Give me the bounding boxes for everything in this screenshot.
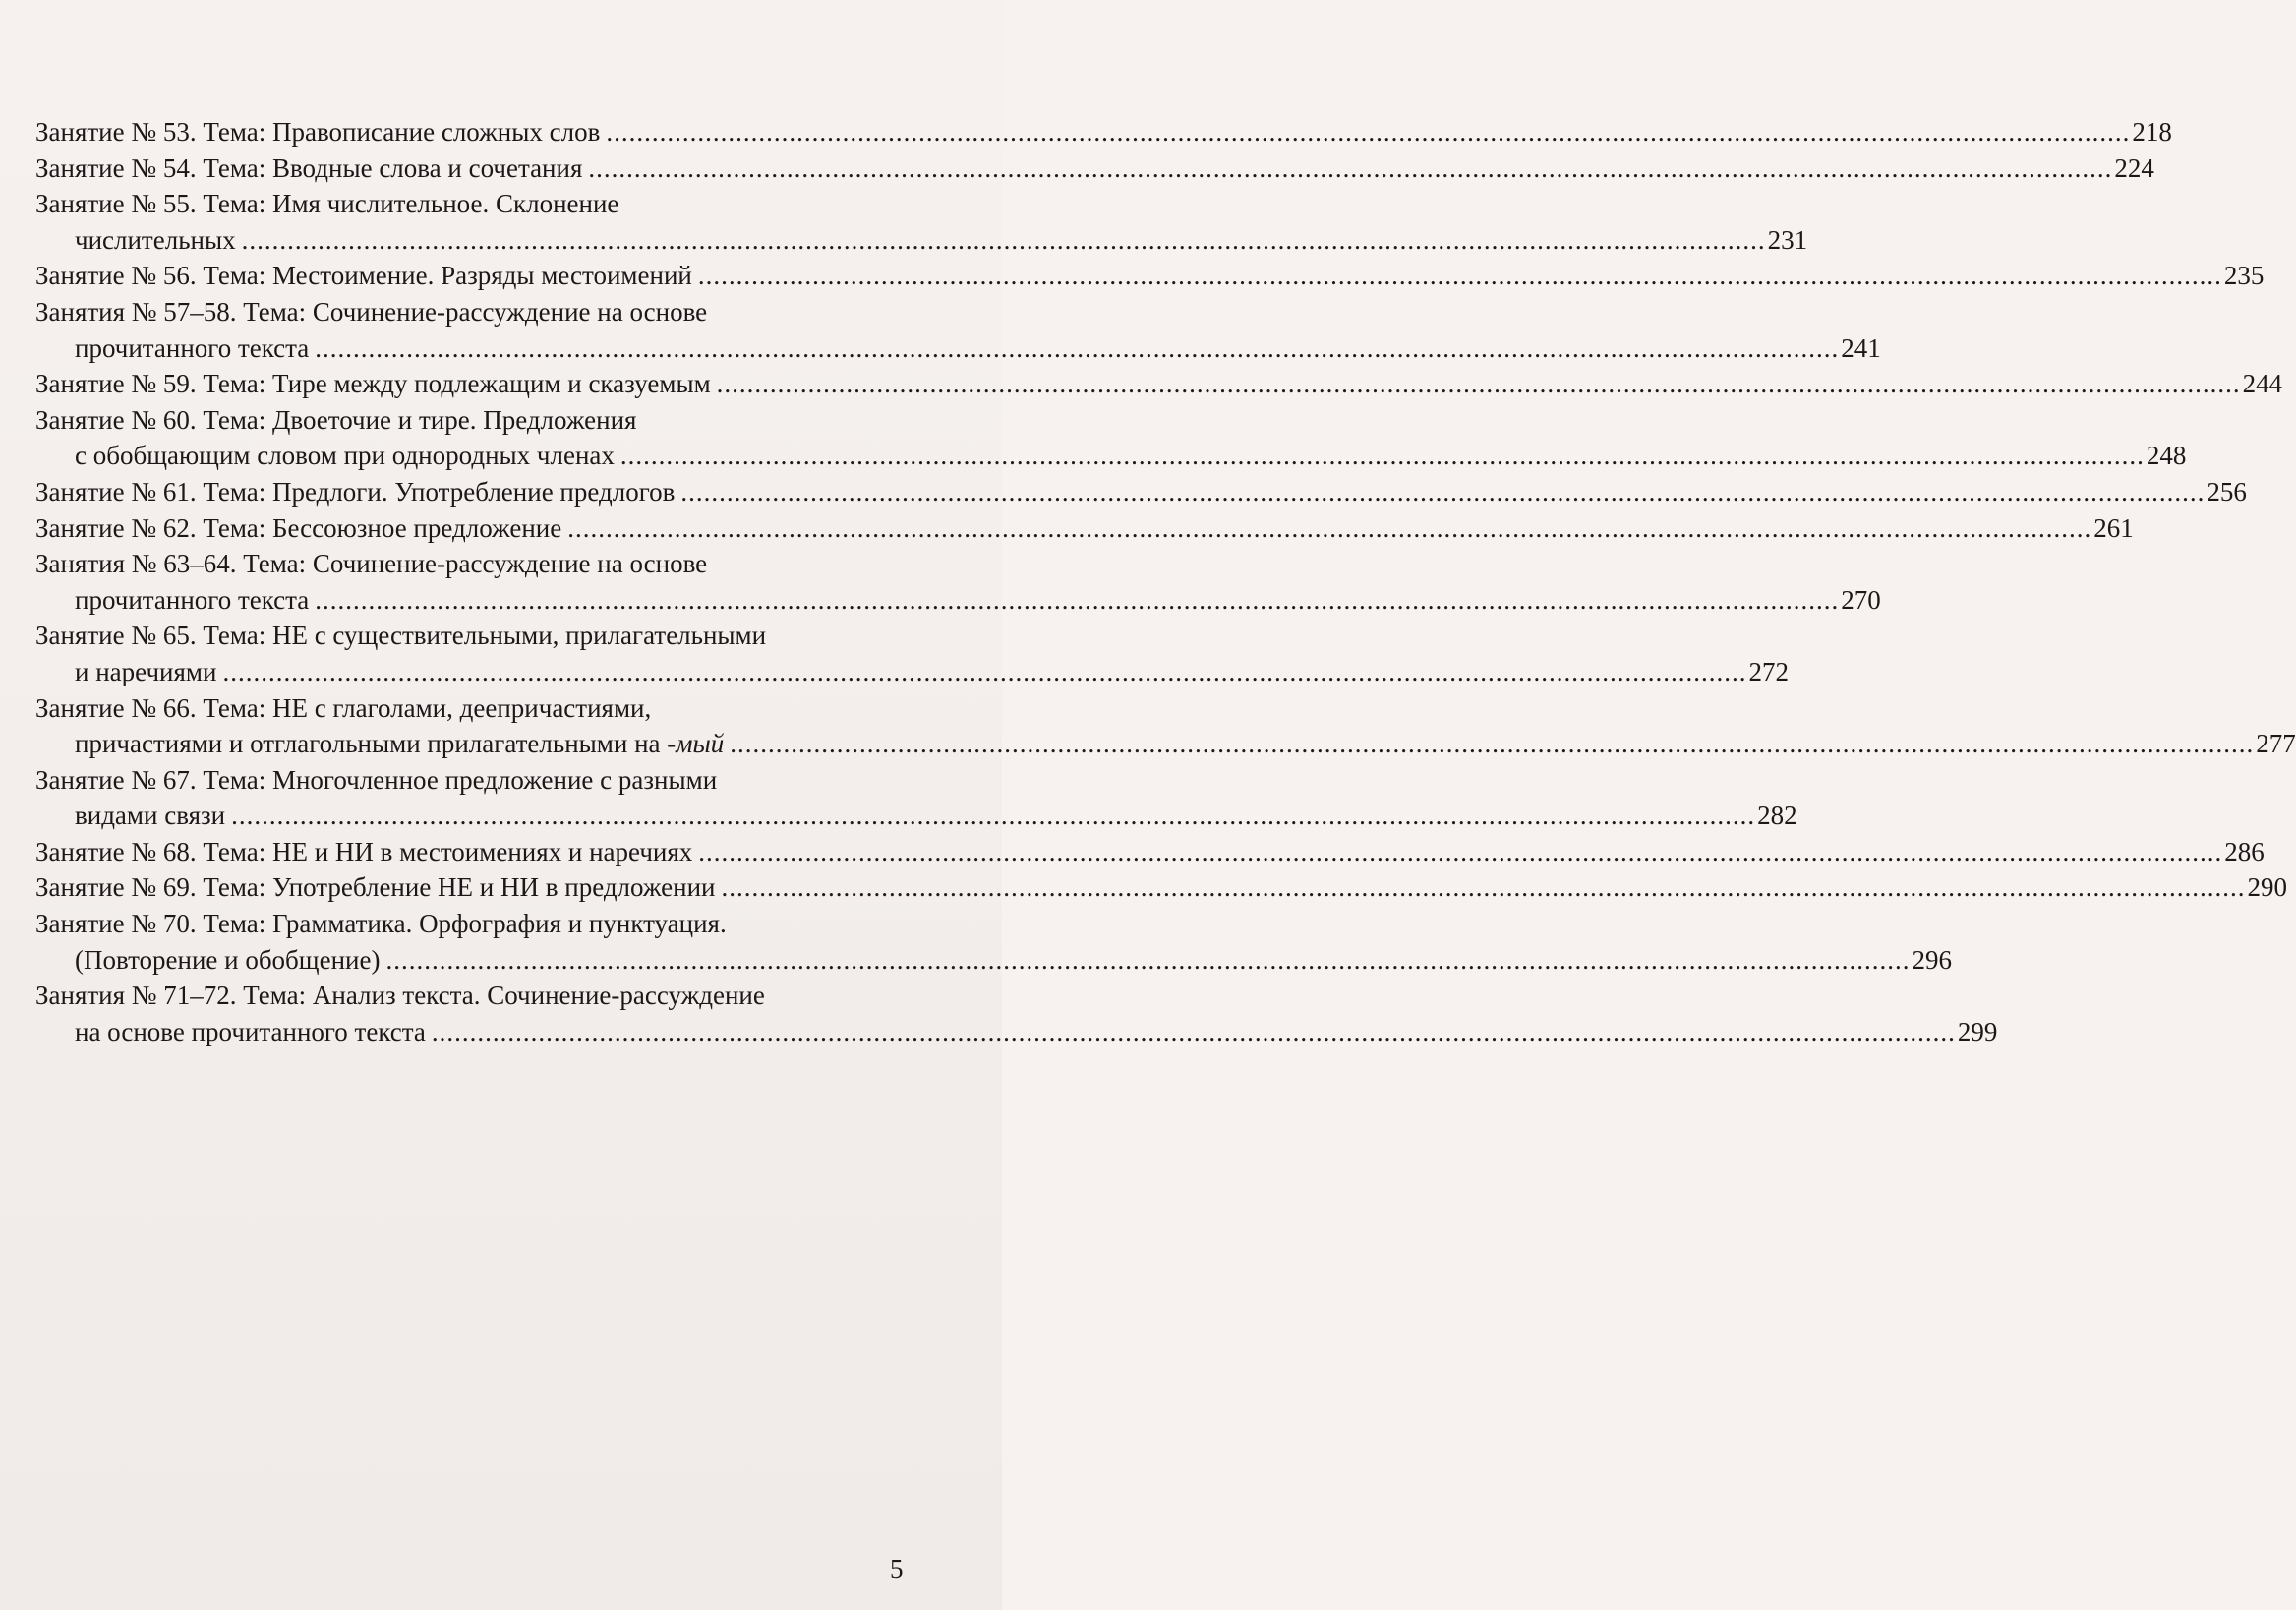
toc-entry-title: на основе прочитанного текста — [75, 1016, 426, 1046]
toc-entry — [35, 366, 2283, 402]
toc-entry — [35, 114, 2172, 150]
toc-entry-page: 256 — [2207, 476, 2247, 507]
toc-entry — [35, 690, 2296, 762]
dot-leader: ........................................................................................................................................................................................................ — [315, 332, 1840, 363]
toc-entry-italic-suffix: -мый — [667, 729, 725, 759]
toc-entry-title: Занятие № 60. Тема: Двоеточие и тире. Предложения — [35, 404, 637, 435]
dot-leader: ........................................................................................................................................................................................................ — [619, 441, 2145, 471]
toc-entry-page: 235 — [2223, 261, 2265, 291]
toc-entry — [35, 834, 2265, 870]
toc-entry-page: 299 — [1957, 1016, 1998, 1046]
toc-entry — [35, 618, 1789, 689]
dot-leader: ........................................................................................................................................................................................................ — [231, 801, 1756, 831]
toc-entry-continuation-line — [35, 654, 1789, 690]
toc-entry-continuation-line — [35, 942, 1952, 979]
dot-leader: ........................................................................................................................................................................................................ — [315, 584, 1840, 615]
toc-entry-title-line — [35, 978, 909, 1014]
dot-leader: ........................................................................................................................................................................................................ — [606, 117, 2131, 147]
toc-entry-title-line — [35, 618, 909, 654]
toc-entry-title-line — [35, 690, 909, 727]
toc-entry-title: числительных — [75, 224, 236, 255]
toc-entry-continuation-line — [35, 726, 2296, 762]
toc-entry — [35, 978, 1998, 1049]
table-of-contents — [35, 114, 2296, 1049]
toc-entry-title-line — [35, 762, 909, 799]
toc-entry-page: 282 — [1757, 801, 1797, 831]
dot-leader: ........................................................................................................................................................................................................ — [567, 512, 2092, 543]
toc-entry — [35, 762, 1797, 834]
toc-entry-title: Занятие № 54. Тема: Вводные слова и сочетания — [35, 152, 583, 183]
toc-entry — [35, 258, 2265, 294]
toc-entry-page: 248 — [2146, 441, 2187, 471]
toc-entry — [35, 906, 1952, 978]
toc-entry-title-line — [35, 546, 909, 582]
toc-entry-page: 224 — [2114, 152, 2154, 183]
toc-entry-title: Занятие № 67. Тема: Многочленное предложение с разными — [35, 764, 718, 795]
dot-leader: ........................................................................................................................................................................................................ — [730, 729, 2255, 759]
toc-entry-page: 261 — [2093, 512, 2134, 543]
toc-entry — [35, 402, 2187, 474]
dot-leader: ........................................................................................................................................................................................................ — [716, 369, 2241, 399]
toc-entry-title-line — [35, 402, 909, 439]
dot-leader: ........................................................................................................................................................................................................ — [222, 656, 1747, 686]
dot-leader: ........................................................................................................................................................................................................ — [588, 152, 2113, 183]
toc-entry-title-line — [35, 510, 2134, 547]
page-number: 5 — [890, 1554, 904, 1583]
toc-entry-title: прочитанного текста — [75, 332, 310, 363]
toc-entry-title-line — [35, 258, 2265, 294]
toc-entry-title: (Повторение и обобщение) — [75, 944, 381, 975]
toc-entry-page: 241 — [1841, 332, 1881, 363]
toc-entry-page: 244 — [2242, 369, 2283, 399]
toc-entry-page: 296 — [1912, 944, 1952, 975]
toc-entry-title: прочитанного текста — [75, 584, 310, 615]
toc-entry-page: 277 — [2256, 729, 2296, 759]
toc-entry — [35, 150, 2154, 187]
toc-entry-continuation-line — [35, 1014, 1998, 1050]
toc-entry-title: Занятие № 56. Тема: Местоимение. Разряды местоимений — [35, 261, 692, 291]
dot-leader: ........................................................................................................................................................................................................ — [697, 261, 2222, 291]
toc-entry-page: 286 — [2224, 836, 2265, 866]
toc-entry-title: Занятие № 69. Тема: Употребление НЕ и НИ в предложении — [35, 872, 716, 903]
toc-entry-title-line — [35, 474, 2247, 510]
toc-entry-title-line — [35, 834, 2265, 870]
toc-entry-title: Занятие № 68. Тема: НЕ и НИ в местоимениях и наречиях — [35, 836, 693, 866]
toc-entry-title: Занятие № 66. Тема: НЕ с глаголами, деепричастиями, — [35, 692, 652, 723]
toc-entry-title: причастиями и отглагольными прилагательными на — [75, 729, 661, 759]
toc-entry-title: Занятия № 71–72. Тема: Анализ текста. Сочинение-рассуждение — [35, 981, 765, 1011]
toc-entry-title: видами связи — [75, 801, 226, 831]
toc-entry-title: Занятие № 62. Тема: Бессоюзное предложение — [35, 512, 562, 543]
dot-leader: ........................................................................................................................................................................................................ — [698, 836, 2223, 866]
toc-entry-title-line — [35, 869, 2287, 906]
toc-entry-title-line — [35, 150, 2154, 187]
toc-entry-title: Занятия № 57–58. Тема: Сочинение-рассуждение на основе — [35, 296, 708, 327]
toc-entry-continuation-line — [35, 222, 1808, 259]
toc-entry — [35, 294, 1881, 366]
toc-entry-page: 218 — [2132, 117, 2172, 147]
toc-entry-title: Занятие № 59. Тема: Тире между подлежащим и сказуемым — [35, 369, 711, 399]
toc-entry — [35, 869, 2287, 906]
toc-entry-title: Занятие № 65. Тема: НЕ с существительными, прилагательными — [35, 621, 767, 651]
toc-entry-title: Занятие № 61. Тема: Предлоги. Употребление предлогов — [35, 476, 676, 507]
toc-entry-title: Занятие № 70. Тема: Грамматика. Орфография и пунктуация. — [35, 909, 727, 939]
toc-entry-title-line — [35, 294, 909, 330]
toc-entry — [35, 546, 1881, 618]
dot-leader: ........................................................................................................................................................................................................ — [721, 872, 2246, 903]
toc-entry-page: 290 — [2247, 872, 2287, 903]
toc-entry-page: 272 — [1748, 656, 1789, 686]
dot-leader: ........................................................................................................................................................................................................ — [241, 224, 1766, 255]
dot-leader: ........................................................................................................................................................................................................ — [385, 944, 1911, 975]
toc-entry-title-line — [35, 906, 909, 942]
toc-entry-title: Занятие № 53. Тема: Правописание сложных слов — [35, 117, 601, 147]
toc-entry-continuation-line — [35, 582, 1881, 619]
toc-entry-continuation-line — [35, 438, 2187, 474]
toc-entry — [35, 510, 2134, 547]
toc-entry-page: 231 — [1767, 224, 1808, 255]
toc-entry-title-line — [35, 186, 909, 222]
toc-entry — [35, 474, 2247, 510]
toc-entry — [35, 186, 1808, 258]
toc-entry-title-line — [35, 114, 2172, 150]
toc-entry-title: с обобщающим словом при однородных членах — [75, 441, 615, 471]
toc-entry-title: Занятие № 55. Тема: Имя числительное. Склонение — [35, 189, 619, 219]
toc-entry-title-line — [35, 366, 2283, 402]
toc-entry-page: 270 — [1841, 584, 1881, 615]
toc-entry-title: и наречиями — [75, 656, 217, 686]
toc-entry-continuation-line — [35, 330, 1881, 367]
toc-entry-title: Занятия № 63–64. Тема: Сочинение-рассуждение на основе — [35, 549, 708, 579]
toc-entry-continuation-line — [35, 798, 1797, 834]
dot-leader: ........................................................................................................................................................................................................ — [680, 476, 2206, 507]
dot-leader: ........................................................................................................................................................................................................ — [431, 1016, 1956, 1046]
